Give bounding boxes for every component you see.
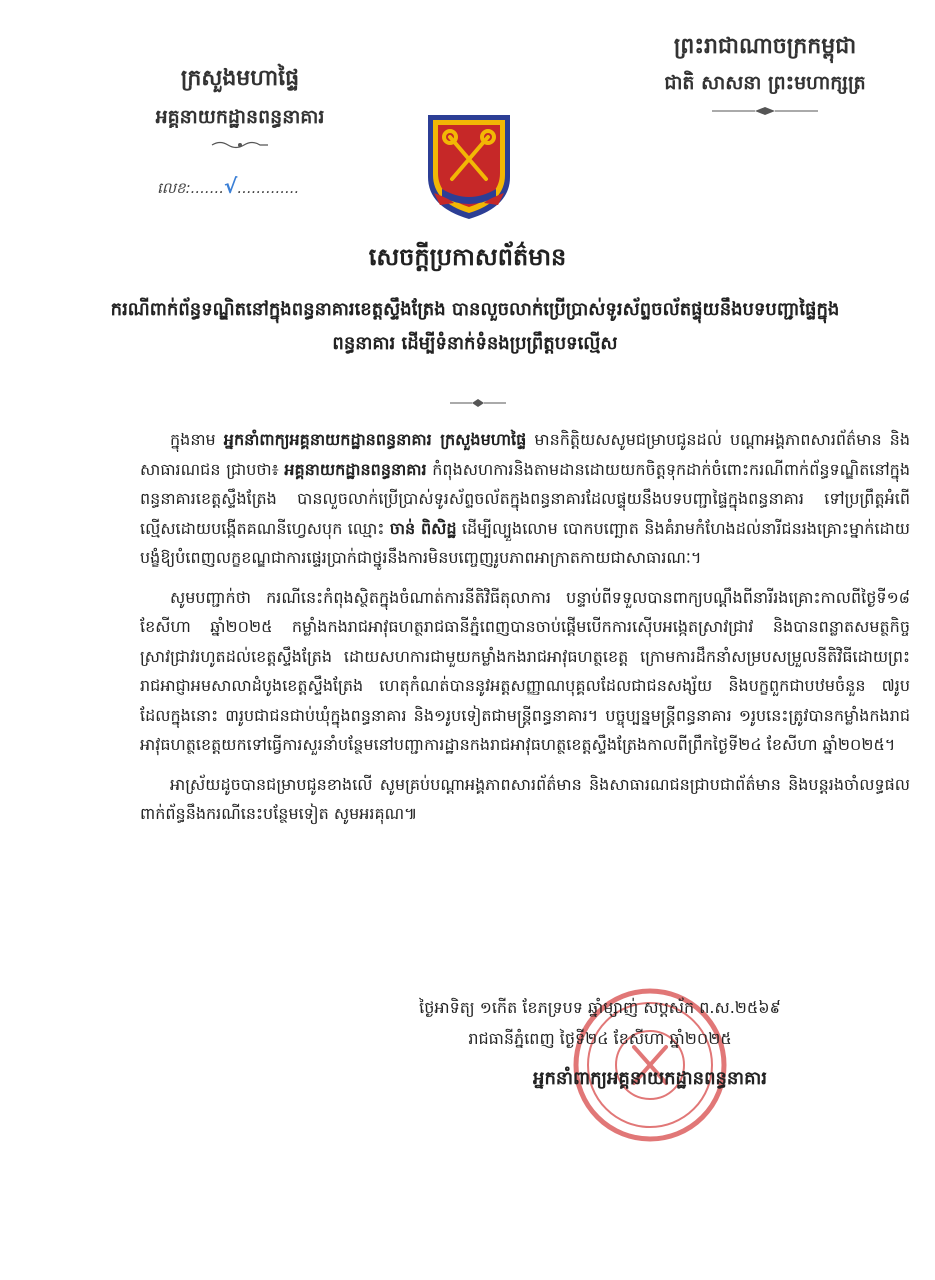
prison-department-emblem-icon [420, 107, 518, 223]
spokesperson-name: អ្នកនាំពាក្យអគ្គនាយកដ្ឋានពន្ធនាគារ ក្រសួងមហាផ្ទៃ [223, 430, 527, 449]
facebook-account-name: ចាន់ ពិសិដ្ឋ [389, 518, 457, 538]
paragraph-1: ក្នុងនាម អ្នកនាំពាក្យអគ្គនាយកដ្ឋានពន្ធនាគារ ក្រសួងមហាផ្ទៃ មានកិត្តិយសសូមជម្រាបជូនដល់ បណ្តាអង្គភាពសារព័ត៌មាន និងសាធារណជន ជ្រាបថា៖ អគ្គនាយកដ្ឋានពន្ធនាគារ កំពុងសហការនិងតាមដានដោយយកចិត្តទុកដាក់ចំពោះករណីពាក់ព័ន្ធទណ្ឌិតនៅក្នុងពន្ធនាគារខេត្តស្ទឹងត្រែង បានលួចលាក់ប្រើប្រាស់ទូរស័ព្ទចល័តក្នុងពន្ធនាគារដែលផ្ទុយនឹងបទបញ្ជាផ្ទៃក្នុងពន្ធនាគារ ទៅប្រព្រឹត្តអំពើល្មើសដោយបង្កើតគណនីហ្វេសបុក ឈ្មោះ ចាន់ ពិសិដ្ឋ ដើម្បីល្បួងលោម បោកបញ្ឆោត និងគំរាមកំហែងដល់នារីជនរងគ្រោះម្នាក់ដោយបង្ខំឱ្យបំពេញលក្ខខណ្ឌជាការផ្ទេរប្រាក់ជាថ្នូរនឹងការមិនបញ្ចេញរូបភាពអាក្រាតកាយជាសាធារណៈ។ [140, 430, 911, 567]
paragraph-2: សូមបញ្ជាក់ថា ករណីនេះកំពុងស្ថិតក្នុងចំណាត់ការនីតិវិធីតុលាការ បន្ទាប់ពីទទួលបានពាក្យបណ្តឹងពីនារីរងគ្រោះកាលពីថ្ងៃទី១៨ ខែសីហា ឆ្នាំ២០២៥ កម្លាំងកងរាជអាវុធហត្ថរាជធានីភ្នំពេញបានចាប់ផ្តើមបើកការស៊ើបអង្កេតស្រាវជ្រាវ និងបានពន្លាតសមត្ថកិច្ចស្រាវជ្រាវរហូតដល់ខេត្តស្ទឹងត្រែង ដោយសហការជាមួយកម្លាំងកងរាជអាវុធហត្ថខេត្ត ក្រោមការដឹកនាំសម្របសម្រួលនីតិវិធីដោយព្រះរាជអាជ្ញាអមសាលាដំបូងខេត្តស្ទឹងត្រែង ហេតុកំណត់បាននូវអត្តសញ្ញាណបុគ្គលដែលជាជនសង្ស័យ និងបក្ខពួកជាបឋមចំនួន ៧រូប ដែលក្នុងនោះ ៣រូបជាជនជាប់ឃុំក្នុងពន្ធនាគារ និង១រូបទៀតជាមន្ត្រីពន្ធនាគារ។ បច្ចុប្បន្នមន្ត្រីពន្ធនាគារ ១រូបនេះត្រូវបានកម្លាំងកងរាជអាវុធហត្ថខេត្តយកទៅធ្វើការសួរនាំបន្ថែមនៅបញ្ជាការដ្ឋានកងរាជអាវុធហត្ថខេត្តស្ទឹងត្រែងកាលពីព្រឹកថ្ងៃទី២៤ ខែសីហា ឆ្នាំ២០២៥។ [140, 587, 910, 754]
check-mark-icon: √ [224, 174, 238, 198]
lunar-date: ថ្ងៃអាទិត្យ ១កើត ខែភទ្របទ ឆ្នាំម្សាញ់ សប្តស័ក ព.ស.២៥៦៩ [419, 998, 781, 1017]
department-emphasis: អគ្គនាយកដ្ឋានពន្ធនាគារ [284, 459, 427, 479]
ornament-divider-icon [448, 398, 508, 408]
reference-dots: ............. [237, 179, 300, 197]
document-subtitle: ករណីពាក់ព័ន្ធទណ្ឌិតនៅក្នុងពន្ធនាគារខេត្តស្ទឹងត្រែង បានលួចលាក់ប្រើប្រាស់ទូរស័ព្ទចល័តផ្ទុយនឹងបទបញ្ជាផ្ទៃក្នុងពន្ធនាគារ ដើម្បីទំនាក់ទំនងប្រព្រឹត្តបទល្មើស [110, 299, 840, 354]
signer-title: អ្នកនាំពាក្យអគ្គនាយកដ្ឋានពន្ធនាគារ [533, 1068, 767, 1089]
department-name: អគ្គនាយកដ្ឋានពន្ធនាគារ [155, 106, 325, 128]
paragraph-3: អាស្រ័យដូចបានជម្រាបជូនខាងលើ សូមគ្រប់បណ្តាអង្គភាពសារព័ត៌មាន និងសាធារណជនជ្រាបជាព័ត៌មាន និងបន្តរងចាំលទ្ធផលពាក់ព័ន្ធនឹងករណីនេះបន្ថែមទៀត សូមអរគុណ៕ [140, 774, 910, 823]
national-motto: ជាតិ សាសនា ព្រះមហាក្សត្រ [664, 72, 866, 94]
reference-number [157, 174, 299, 201]
ornament-divider-icon [210, 140, 270, 150]
header-right [630, 30, 900, 116]
document-title: សេចក្តីប្រកាសព័ត៌មាន [368, 243, 567, 271]
header-left [130, 62, 350, 150]
ornament-divider-icon [710, 106, 820, 116]
kingdom-name: ព្រះរាជាណាចក្រកម្ពុជា [673, 34, 857, 59]
date-block [300, 992, 900, 1054]
ministry-name: ក្រសួងមហាផ្ទៃ [180, 66, 300, 91]
reference-label: លេខ:....... [157, 179, 224, 197]
solar-date: រាជធានីភ្នំពេញ ថ្ងៃទី២៤ ខែសីហា ឆ្នាំ២០២៥ [468, 1029, 732, 1048]
announcement-body [140, 425, 910, 839]
